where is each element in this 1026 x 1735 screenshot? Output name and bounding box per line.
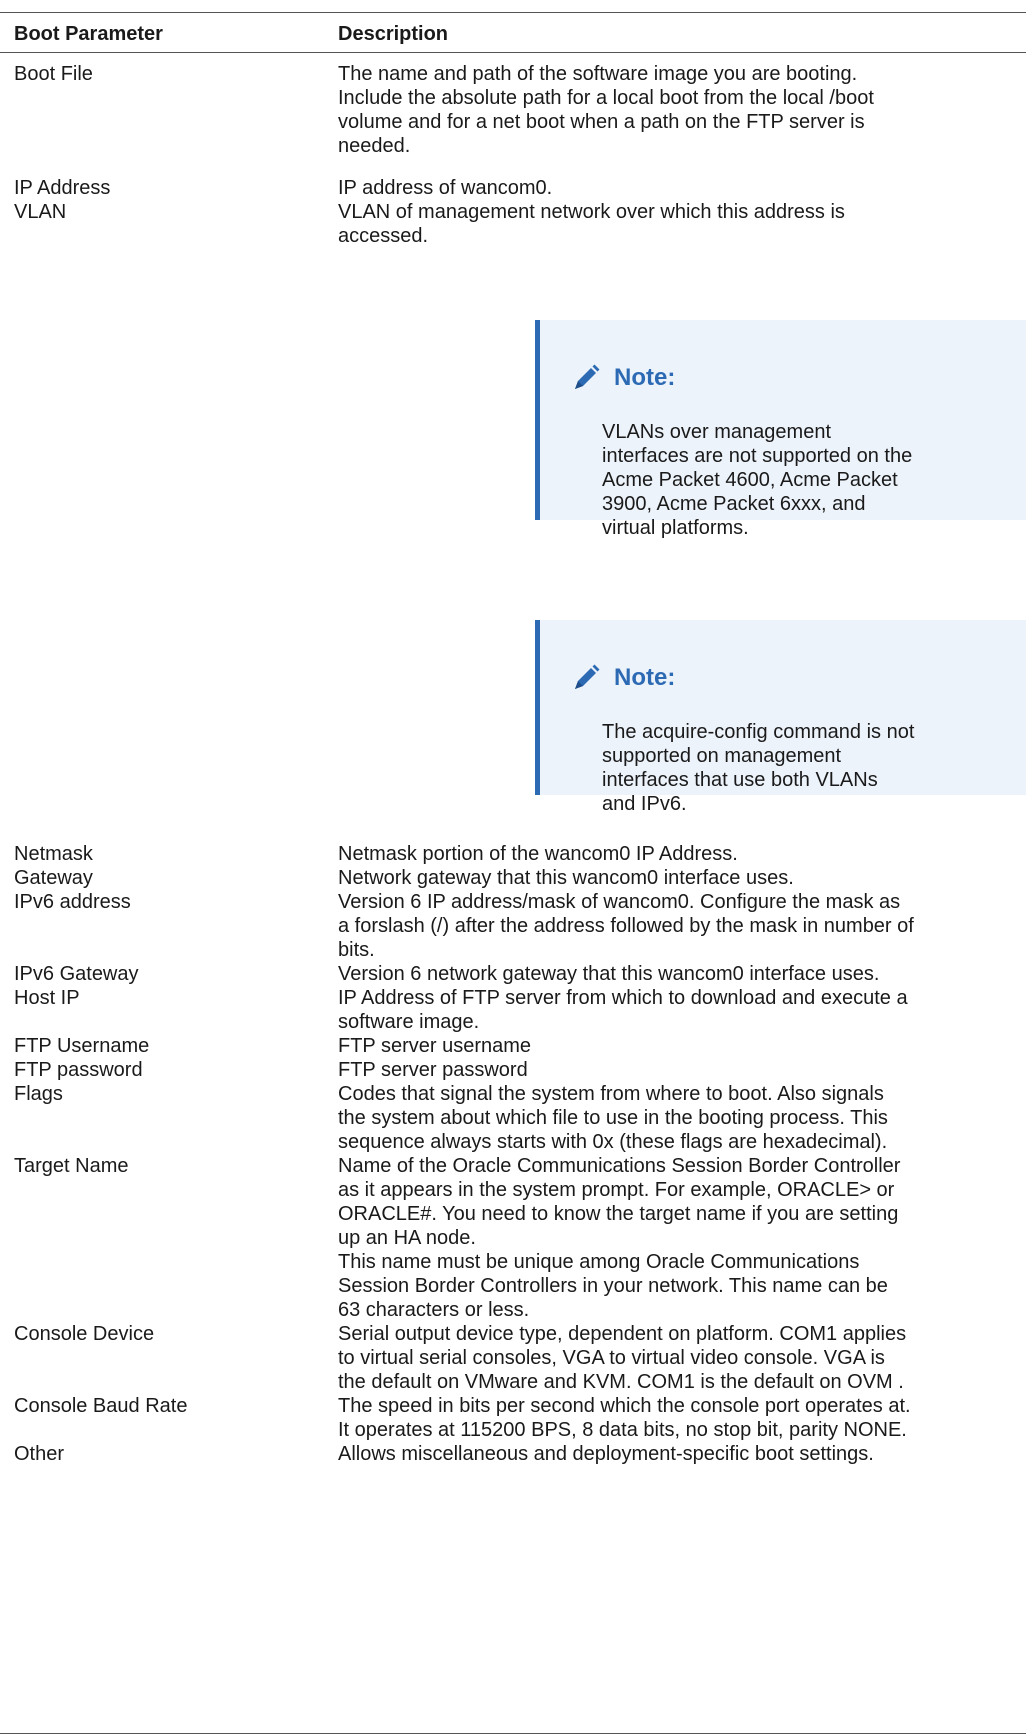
description-line: the default on VMware and KVM. COM1 is the default on OVM . — [338, 1371, 904, 1393]
description-line: Version 6 IP address/mask of wancom0. Configure the mask as — [338, 891, 901, 913]
description-line: FTP server password — [338, 1059, 528, 1081]
description-line: It operates at 115200 BPS, 8 data bits, no stop bit, parity NONE. — [338, 1419, 907, 1441]
note-line: 3900, Acme Packet 6xxx, and — [602, 493, 866, 515]
description-line: bits. — [338, 939, 375, 961]
pencil-icon — [570, 662, 602, 694]
row-parameter-name: Flags — [14, 1083, 63, 1105]
note-line: interfaces are not supported on the — [602, 445, 913, 467]
description-line: accessed. — [338, 225, 429, 247]
note-box-vlan — [535, 320, 1026, 539]
row-description — [338, 1322, 1018, 1394]
row-description — [338, 1082, 1018, 1154]
description-line: a forslash (/) after the address followed by the mask in number of — [338, 915, 914, 937]
description-line: Version 6 network gateway that this wancom0 interface uses. — [338, 963, 880, 985]
row-description — [338, 1442, 1018, 1466]
row-parameter-name: Netmask — [14, 843, 93, 865]
note-text — [602, 420, 912, 540]
description-line: The speed in bits per second which the console port operates at. — [338, 1395, 911, 1417]
description-line: IP Address of FTP server from which to download and execute a — [338, 987, 908, 1009]
row-parameter-name: IPv6 Gateway — [14, 963, 139, 985]
note-text — [602, 720, 914, 816]
row-description — [338, 890, 1018, 962]
row-description — [338, 962, 1018, 986]
description-line: Include the absolute path for a local boot from the local /boot — [338, 87, 874, 109]
row-parameter-name: VLAN — [14, 201, 67, 223]
row-parameter-name: Boot File — [14, 63, 93, 85]
description-line: as it appears in the system prompt. For example, ORACLE> or — [338, 1179, 895, 1201]
description-line: software image. — [338, 1011, 480, 1033]
note-line: virtual platforms. — [602, 517, 749, 539]
note-line: The acquire-config command is not — [602, 721, 915, 743]
note-line: supported on management — [602, 745, 842, 767]
row-description — [338, 1058, 1018, 1082]
description-line: ORACLE#. You need to know the target name if you are setting — [338, 1203, 899, 1225]
description-line: 63 characters or less. — [338, 1299, 530, 1321]
row-parameter-name: FTP Username — [14, 1035, 150, 1057]
description-line: Name of the Oracle Communications Session Border Controller — [338, 1155, 901, 1177]
description-line: FTP server username — [338, 1035, 532, 1057]
description-line: Allows miscellaneous and deployment-specific boot settings. — [338, 1443, 874, 1465]
column-header-description: Description — [338, 23, 449, 45]
row-parameter-name: IP Address — [14, 177, 111, 199]
description-line: IP address of wancom0. — [338, 177, 553, 199]
row-description — [338, 1154, 1018, 1322]
pencil-icon — [570, 362, 602, 394]
description-line: Network gateway that this wancom0 interface uses. — [338, 867, 794, 889]
description-line: up an HA node. — [338, 1227, 476, 1249]
note-title: Note: — [614, 364, 676, 391]
description-line: VLAN of management network over which this address is — [338, 201, 845, 223]
description-line: Netmask portion of the wancom0 IP Address. — [338, 843, 738, 865]
column-header-boot-parameter: Boot Parameter — [14, 23, 163, 45]
row-description — [338, 1034, 1018, 1058]
description-line: needed. — [338, 135, 411, 157]
row-description — [338, 176, 1018, 200]
row-parameter-name: Gateway — [14, 867, 93, 889]
note-box-acquire-config — [535, 620, 1026, 815]
description-line: sequence always starts with 0x (these flags are hexadecimal). — [338, 1131, 888, 1153]
description-line: the system about which file to use in the booting process. This — [338, 1107, 888, 1129]
row-description — [338, 62, 1018, 158]
note-header — [570, 362, 675, 394]
note-header — [570, 662, 675, 694]
note-line: VLANs over management — [602, 421, 832, 443]
row-description — [338, 986, 1018, 1034]
note-line: Acme Packet 4600, Acme Packet — [602, 469, 898, 491]
row-description — [338, 866, 1018, 890]
description-line: Session Border Controllers in your network. This name can be — [338, 1275, 888, 1297]
note-title: Note: — [614, 664, 676, 691]
table-bottom-rule — [0, 1733, 1026, 1734]
note-line: interfaces that use both VLANs — [602, 769, 878, 791]
row-description — [338, 200, 1018, 248]
row-parameter-name: Console Device — [14, 1323, 155, 1345]
row-parameter-name: FTP password — [14, 1059, 143, 1081]
header-rule — [0, 52, 1026, 53]
description-line: Codes that signal the system from where to boot. Also signals — [338, 1083, 884, 1105]
description-line: The name and path of the software image you are booting. — [338, 63, 858, 85]
row-parameter-name: Other — [14, 1443, 65, 1465]
row-description — [338, 1394, 1018, 1442]
row-parameter-name: Console Baud Rate — [14, 1395, 188, 1417]
note-line: and IPv6. — [602, 793, 687, 815]
row-parameter-name: Host IP — [14, 987, 80, 1009]
description-line: volume and for a net boot when a path on the FTP server is — [338, 111, 865, 133]
row-description — [338, 842, 1018, 866]
row-parameter-name: Target Name — [14, 1155, 129, 1177]
description-line: This name must be unique among Oracle Communications — [338, 1251, 860, 1273]
row-parameter-name: IPv6 address — [14, 891, 131, 913]
description-line: to virtual serial consoles, VGA to virtual video console. VGA is — [338, 1347, 885, 1369]
table-top-rule — [0, 12, 1026, 13]
description-line: Serial output device type, dependent on platform. COM1 applies — [338, 1323, 907, 1345]
